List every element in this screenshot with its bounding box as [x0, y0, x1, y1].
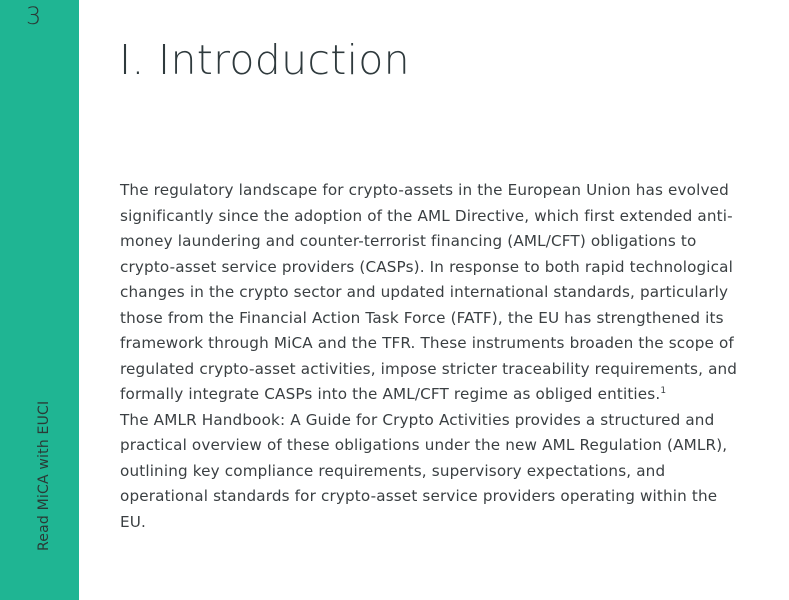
footnote-reference[interactable]: 1 — [660, 385, 667, 396]
paragraph-intro-text: The regulatory landscape for crypto-assets in the European Union has evolved significantly since the adoption of the AML Directive, which first extended anti-money laundering and counter-terrorist financing (AML/CFT) obligations to crypto-asset service providers (CASPs). In response to both rapid technological changes in the crypto sector and updated international standards, particularly those from the Financial Action Task Force (FATF), the EU has strengthened its framework through MiCA and the TFR. These instruments broaden the scope of regulated crypto-asset activities, impose stricter traceability requirements, and formally integrate CASPs into the AML/CFT regime as obliged entities. — [120, 181, 738, 403]
sidebar-band — [0, 0, 79, 600]
section-body — [120, 178, 745, 535]
paragraph-handbook-text: The AMLR Handbook: A Guide for Crypto Activities provides a structured and practical overview of these obligations under the new AML Regulation (AMLR), outlining key compliance requirements, supervisory expectations, and operational standards for crypto-asset service providers operating within the EU. — [120, 410, 728, 531]
paragraph-intro — [120, 178, 745, 408]
sidebar-vertical-label: Read MiCA with EUCI — [36, 400, 52, 551]
section-title: I. Introduction — [119, 36, 410, 84]
page-number: 3 — [26, 2, 42, 30]
paragraph-handbook — [120, 408, 745, 536]
